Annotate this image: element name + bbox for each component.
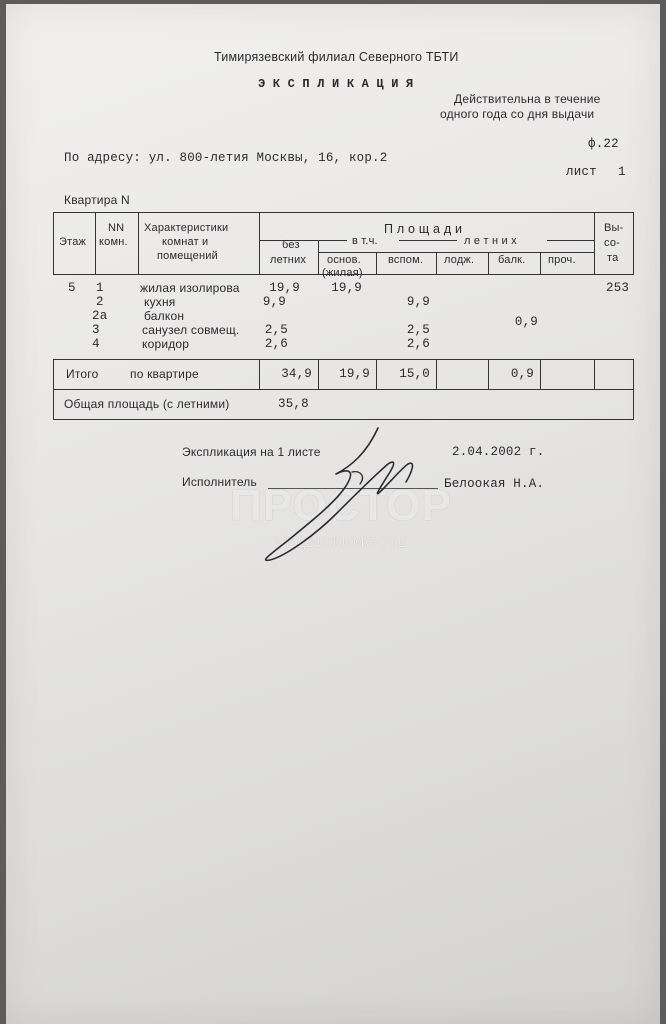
room-name: балкон [144, 309, 185, 323]
document-page [6, 4, 660, 1024]
table-right-border [633, 212, 634, 275]
room-name: кухня [144, 295, 176, 309]
col-divider-floor [95, 212, 96, 275]
room-area-without: 9,9 [262, 295, 286, 309]
total-without: 34,9 [281, 367, 312, 381]
totals-col-divider [594, 359, 595, 389]
totals-col-divider [318, 359, 319, 389]
form-number: ф.22 [588, 137, 619, 151]
room-area-without: 19,9 [269, 281, 300, 295]
performer-label: Исполнитель [182, 475, 257, 489]
header-height-2: со- [604, 237, 621, 249]
header-floor: Этаж [59, 236, 87, 248]
col-divider-loggia [488, 252, 489, 275]
watermark-sub: НЕДВИЖИМОСТЬ [274, 534, 408, 550]
floor-value: 5 [68, 281, 76, 295]
header-nn-1: NN [108, 222, 125, 234]
total-aux: 15,0 [399, 367, 430, 381]
header-char-3: помещений [157, 250, 218, 262]
header-summer: л е т н и х [464, 235, 517, 247]
grand-total-value: 35,8 [278, 397, 309, 411]
document-title: Э К С П Л И К А Ц И Я [258, 77, 414, 91]
incl-right-rule [399, 240, 457, 241]
room-area-aux: 2,6 [406, 337, 430, 351]
organization-name: Тимирязевский филиал Северного ТБТИ [214, 50, 459, 64]
header-aux: вспом. [388, 254, 424, 266]
total-label-a: Итого [66, 367, 99, 381]
totals-top-line [53, 359, 633, 360]
room-area-balcony: 0,9 [514, 315, 538, 329]
room-area-aux: 2,5 [406, 323, 430, 337]
totals-col-divider [376, 359, 377, 389]
room-nn: 2 [96, 295, 104, 309]
incl-left-rule [259, 240, 347, 241]
grand-total-bottom-line [53, 419, 633, 420]
header-loggia: лодж. [444, 254, 475, 266]
totals-col-divider [436, 359, 437, 389]
room-name: коридор [142, 337, 190, 351]
subheader-line [318, 252, 594, 253]
totals-col-divider [259, 359, 260, 389]
room-area-aux: 9,9 [406, 295, 430, 309]
room-area-without: 2,5 [264, 323, 288, 337]
header-nn-2: комн. [99, 236, 128, 248]
room-nn: 1 [96, 281, 104, 295]
total-label-b: по квартире [130, 367, 199, 381]
summer-right-rule [547, 240, 594, 241]
totals-left-border [53, 359, 54, 420]
header-main-1: основ. [327, 254, 361, 266]
room-nn: 4 [92, 337, 100, 351]
performer-name: Белоокая Н.А. [444, 477, 545, 491]
totals-col-divider [488, 359, 489, 389]
header-without-2: летних [270, 254, 307, 266]
header-char-2: комнат и [162, 236, 209, 248]
col-divider-other [594, 212, 595, 275]
room-name: санузел совмещ. [142, 323, 240, 337]
table-top-line [53, 212, 633, 213]
totals-right-border [633, 359, 634, 420]
grand-total-label: Общая площадь (с летними) [64, 397, 230, 411]
header-incl: в т.ч. [352, 235, 378, 247]
room-area-without: 2,6 [264, 337, 288, 351]
header-height-1: Вы- [604, 222, 624, 234]
table-left-border [53, 212, 54, 275]
handwritten-signature [256, 424, 426, 564]
col-divider-aux [436, 252, 437, 275]
validity-line-2: одного года со дня выдачи [440, 107, 595, 121]
header-without-1: без [282, 239, 300, 251]
room-nn: 2а [92, 309, 108, 323]
header-height-3: та [607, 252, 619, 264]
watermark-main: ПРОСТОР [230, 481, 452, 530]
totals-col-divider [540, 359, 541, 389]
totals-bottom-line [53, 389, 633, 390]
height-value: 253 [606, 281, 630, 295]
apartment-label: Квартира N [64, 193, 130, 207]
header-balcony: балк. [498, 254, 526, 266]
header-other: проч. [548, 254, 576, 266]
room-name: жилая изолирова [140, 281, 240, 295]
col-divider-main [376, 252, 377, 275]
total-main: 19,9 [339, 367, 370, 381]
sheet-label: лист [566, 165, 597, 179]
room-area-main: 19,9 [331, 281, 362, 295]
issue-date: 2.04.2002 г. [452, 445, 545, 459]
col-divider-balcony [540, 252, 541, 275]
room-nn: 3 [92, 323, 100, 337]
sheets-note: Экспликация на 1 листе [182, 445, 321, 459]
col-divider-char [259, 212, 260, 275]
sheet-number: 1 [618, 165, 626, 179]
header-areas: П л о щ а д и [384, 222, 463, 236]
address-line: По адресу: ул. 800-летия Москвы, 16, кор.2 [64, 151, 388, 165]
total-balcony: 0,9 [510, 367, 534, 381]
header-main-2: (жилая) [322, 267, 363, 279]
validity-line-1: Действительна в течение [454, 92, 601, 106]
header-char-1: Характеристики [144, 222, 229, 234]
col-divider-without [318, 240, 319, 275]
col-divider-nn [138, 212, 139, 275]
